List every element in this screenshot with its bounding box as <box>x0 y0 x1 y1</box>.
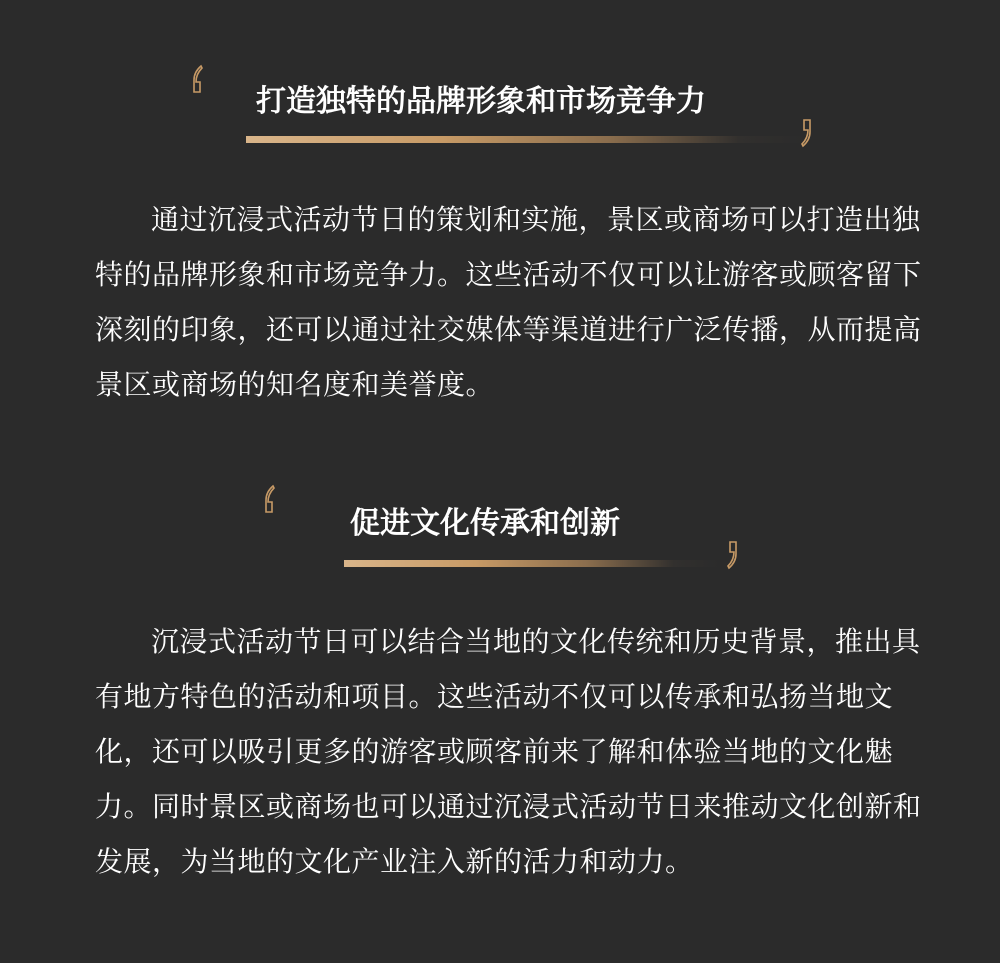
section-heading: 促进文化传承和创新 <box>350 506 620 541</box>
section-body: 通过沉浸式活动节日的策划和实施，景区或商场可以打造出独特的品牌形象和市场竞争力。这些活动不仅可以让游客或顾客留下深刻的印象，还可以通过社交媒体等渠道进行广泛传播，从而提高景区或商场的知名度和美誉度。 <box>95 203 922 401</box>
close-quote-icon <box>726 540 740 570</box>
heading-underline <box>344 560 719 567</box>
heading-underline <box>246 136 806 143</box>
section-heading: 打造独特的品牌形象和市场竞争力 <box>256 84 706 119</box>
open-quote-icon <box>190 64 204 94</box>
open-quote-icon <box>262 484 276 514</box>
section-body: 沉浸式活动节日可以结合当地的文化传统和历史背景，推出具有地方特色的活动和项目。这些活动不仅可以传承和弘扬当地文化，还可以吸引更多的游客或顾客前来了解和体验当地的文化魅力。同时景区或商场也可以通过沉浸式活动节日来推动文化创新和发展，为当地的文化产业注入新的活力和动力。 <box>95 625 922 878</box>
close-quote-icon <box>800 118 814 148</box>
